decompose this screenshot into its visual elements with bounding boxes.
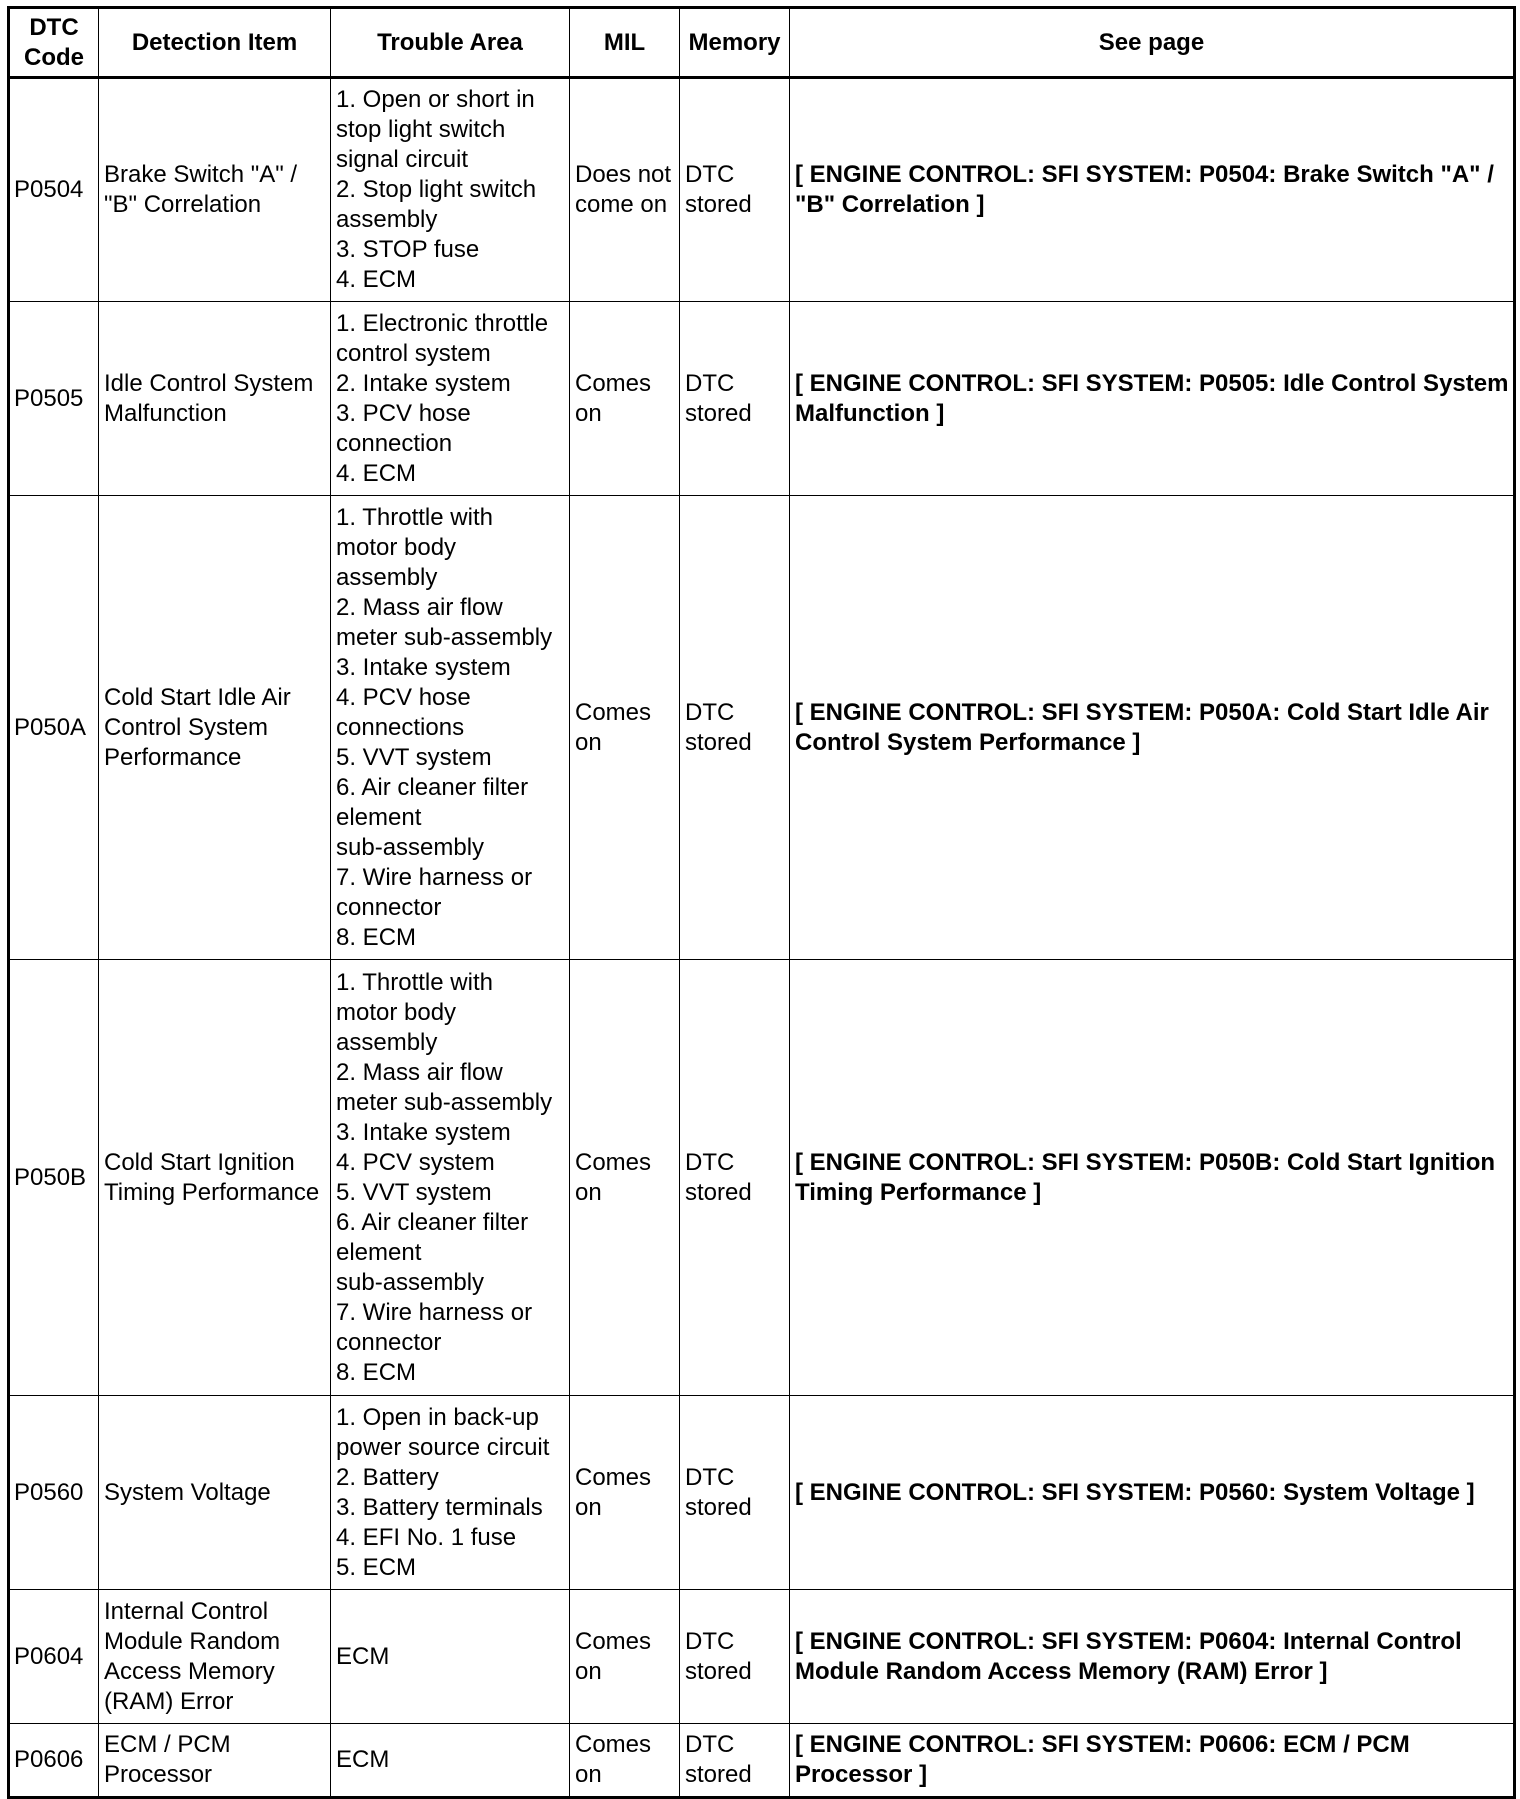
trouble-area-line: 2. Battery — [336, 1463, 439, 1491]
mil-cell: Does not come on — [570, 78, 680, 302]
header-row — [9, 8, 1515, 78]
trouble-area-cell — [331, 78, 570, 302]
trouble-area-line: 3. Battery terminals — [336, 1493, 543, 1521]
trouble-area-line: 2. Intake system — [336, 369, 511, 397]
trouble-area-line: 4. ECM — [336, 266, 417, 293]
see-page-link[interactable]: [ ENGINE CONTROL: SFI SYSTEM: P0560: System Voltage ] — [790, 1396, 1515, 1590]
trouble-area-line: 1. Throttle with — [336, 503, 493, 531]
see-page-link[interactable]: [ ENGINE CONTROL: SFI SYSTEM: P0504: Brake Switch "A" / "B" Correlation ] — [790, 78, 1515, 302]
trouble-area-line: meter sub-assembly — [336, 1088, 553, 1116]
memory-cell: DTC stored — [680, 1590, 790, 1724]
trouble-area-line: control system — [336, 339, 491, 367]
trouble-area-line: 4. PCV hose — [336, 683, 471, 711]
trouble-area-line: 1. Throttle with — [336, 968, 493, 996]
table-row — [9, 1724, 1515, 1798]
trouble-area-line: ECM — [336, 1746, 390, 1773]
trouble-area-line: 5. VVT system — [336, 1178, 492, 1206]
trouble-area-line: assembly — [336, 206, 438, 233]
detection-item-cell: Brake Switch "A" / "B" Correlation — [99, 78, 331, 302]
trouble-area-line: assembly — [336, 1028, 438, 1056]
mil-cell: Comes on — [570, 302, 680, 496]
trouble-area-line: 3. Intake system — [336, 1118, 511, 1146]
table-row — [9, 1396, 1515, 1590]
trouble-area-line: 4. EFI No. 1 fuse — [336, 1523, 517, 1551]
table-body — [9, 78, 1515, 1798]
table-row — [9, 1590, 1515, 1724]
table-row — [9, 960, 1515, 1396]
trouble-area-line: 6. Air cleaner filter — [336, 1208, 529, 1236]
memory-cell: DTC stored — [680, 1396, 790, 1590]
dtc-code-cell: P0560 — [9, 1396, 99, 1590]
trouble-area-cell — [331, 1590, 570, 1724]
trouble-area-line: 6. Air cleaner filter — [336, 773, 529, 801]
detection-item-cell: System Voltage — [99, 1396, 331, 1590]
table-header — [9, 8, 1515, 78]
dtc-code-cell: P0505 — [9, 302, 99, 496]
dtc-code-cell: P0606 — [9, 1724, 99, 1798]
trouble-area-line: 2. Stop light switch — [336, 176, 537, 203]
mil-cell: Comes on — [570, 1396, 680, 1590]
trouble-area-cell — [331, 960, 570, 1396]
trouble-area-line: connector — [336, 893, 442, 921]
trouble-area-line: 7. Wire harness or — [336, 1298, 533, 1326]
trouble-area-line: 4. ECM — [336, 459, 417, 487]
trouble-area-line: motor body — [336, 998, 457, 1026]
trouble-area-line: 2. Mass air flow — [336, 1058, 503, 1086]
trouble-area-line: 1. Open or short in — [336, 86, 535, 113]
trouble-area-line: power source circuit — [336, 1433, 550, 1461]
dtc-code-cell: P0504 — [9, 78, 99, 302]
mil-cell: Comes on — [570, 1724, 680, 1798]
mil-cell: Comes on — [570, 960, 680, 1396]
trouble-area-line: 8. ECM — [336, 1358, 417, 1386]
trouble-area-line: 2. Mass air flow — [336, 593, 503, 621]
table-row — [9, 496, 1515, 960]
header-mil: MIL — [570, 8, 680, 78]
see-page-link[interactable]: [ ENGINE CONTROL: SFI SYSTEM: P0604: Internal Control Module Random Access Memory (RAM) Error ] — [790, 1590, 1515, 1724]
trouble-area-line: assembly — [336, 563, 438, 591]
table-row — [9, 78, 1515, 302]
see-page-link[interactable]: [ ENGINE CONTROL: SFI SYSTEM: P0505: Idle Control System Malfunction ] — [790, 302, 1515, 496]
memory-cell: DTC stored — [680, 302, 790, 496]
trouble-area-line: 8. ECM — [336, 923, 417, 951]
trouble-area-line: signal circuit — [336, 146, 469, 173]
header-detection-item: Detection Item — [99, 8, 331, 78]
trouble-area-cell — [331, 1396, 570, 1590]
trouble-area-line: 3. STOP fuse — [336, 236, 480, 263]
memory-cell: DTC stored — [680, 1724, 790, 1798]
trouble-area-line: 5. ECM — [336, 1553, 417, 1581]
detection-item-cell: Cold Start Ignition Timing Performance — [99, 960, 331, 1396]
mil-cell: Comes on — [570, 496, 680, 960]
trouble-area-line: 1. Electronic throttle — [336, 309, 549, 337]
table-row — [9, 302, 1515, 496]
trouble-area-cell — [331, 302, 570, 496]
trouble-area-line: motor body — [336, 533, 457, 561]
trouble-area-line: stop light switch — [336, 116, 506, 143]
trouble-area-line: connector — [336, 1328, 442, 1356]
trouble-area-line: 4. PCV system — [336, 1148, 495, 1176]
detection-item-cell: Cold Start Idle Air Control System Performance — [99, 496, 331, 960]
header-trouble-area: Trouble Area — [331, 8, 570, 78]
header-memory: Memory — [680, 8, 790, 78]
trouble-area-line: 7. Wire harness or — [336, 863, 533, 891]
trouble-area-line: element — [336, 803, 422, 831]
detection-item-cell: Idle Control System Malfunction — [99, 302, 331, 496]
see-page-link[interactable]: [ ENGINE CONTROL: SFI SYSTEM: P050B: Cold Start Ignition Timing Performance ] — [790, 960, 1515, 1396]
trouble-area-line: meter sub-assembly — [336, 623, 553, 651]
dtc-table — [7, 6, 1516, 1799]
detection-item-cell: Internal Control Module Random Access Memory (RAM) Error — [99, 1590, 331, 1724]
trouble-area-cell — [331, 1724, 570, 1798]
trouble-area-line: sub-assembly — [336, 1268, 485, 1296]
memory-cell: DTC stored — [680, 960, 790, 1396]
trouble-area-line: sub-assembly — [336, 833, 485, 861]
trouble-area-line: 3. PCV hose — [336, 399, 471, 427]
dtc-code-cell: P050B — [9, 960, 99, 1396]
trouble-area-line: 1. Open in back-up — [336, 1403, 539, 1431]
trouble-area-line: 5. VVT system — [336, 743, 492, 771]
memory-cell: DTC stored — [680, 78, 790, 302]
detection-item-cell: ECM / PCM Processor — [99, 1724, 331, 1798]
trouble-area-line: connection — [336, 429, 453, 457]
dtc-code-cell: P050A — [9, 496, 99, 960]
see-page-link[interactable]: [ ENGINE CONTROL: SFI SYSTEM: P050A: Cold Start Idle Air Control System Performance ] — [790, 496, 1515, 960]
trouble-area-cell — [331, 496, 570, 960]
see-page-link[interactable]: [ ENGINE CONTROL: SFI SYSTEM: P0606: ECM / PCM Processor ] — [790, 1724, 1515, 1798]
dtc-code-cell: P0604 — [9, 1590, 99, 1724]
header-dtc-code: DTC Code — [9, 8, 99, 78]
memory-cell: DTC stored — [680, 496, 790, 960]
mil-cell: Comes on — [570, 1590, 680, 1724]
trouble-area-line: 3. Intake system — [336, 653, 511, 681]
trouble-area-line: connections — [336, 713, 465, 741]
trouble-area-line: ECM — [336, 1642, 390, 1670]
header-see-page: See page — [790, 8, 1515, 78]
trouble-area-line: element — [336, 1238, 422, 1266]
